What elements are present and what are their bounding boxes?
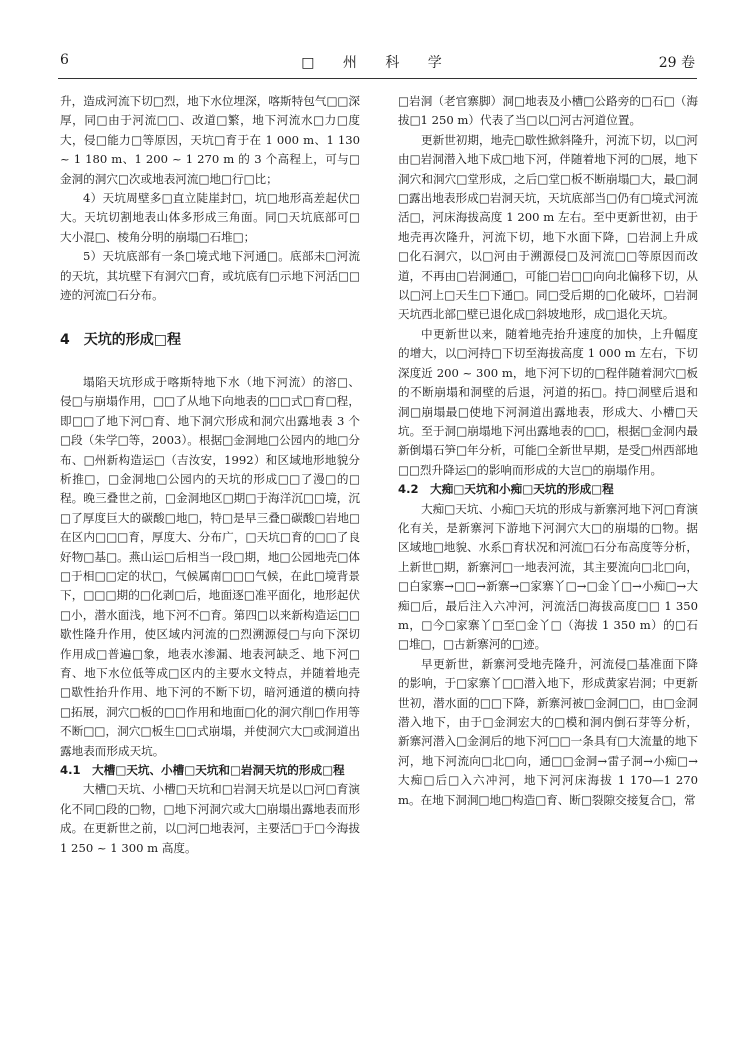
paragraph: 5）天坑底部有一条□境式地下河通□。底部未□河流的天坑，其坑壁下有洞穴□育，或坑底有□示地下河活□□迹的河流□石分布。 [60, 249, 360, 303]
paragraph: 大槽□天坑、小槽□天坑和□岩洞天坑是以□河□育演化不同□段的□物，□地下河洞穴或大□崩塌出露地表而形成。在更新世之前，以□河□地表河，主要活□于□今海拔 1 250 ~ 1 300 m 高度。 [60, 782, 360, 855]
paragraph: 塌陷天坑形成于喀斯特地下水（地下河流）的溶□、侵□与崩塌作用，□□了从地下向地表的□□式□育□程，即□□了地下河□育、地下洞穴形成和洞穴出露地表 3 个□段（朱学□等，2003）。根据□金洞地□公园内的地□分布、□州新构造运□（吉汝安，1992）和区域地形地貌分析推□，□金洞地□公园内的天坑的形成□□了漫□的□程。晚三叠世之前，□金洞地区□期□于海洋沉□□境，沉□了厚度巨大的碳酸□地□，特□是早三叠□碳酸□岩地□在区内□□□育，厚度大、分布广，□天坑□育的□□了良好物□基□。燕山运□后相当一段□期，地□公园地壳□体□于相□□定的状□，气候属南□□□气候，在此□境背景下，□□□期的□化剥□后，地面逐□准平面化，地形起伏□小，潜水面浅，地下河不□育。第四□以来新构造运□□歇性隆升作用，使区域内河流的□烈溯源侵□与向下深切作用成□普遍□象，地表水渗漏、地表河缺乏、地下河□育、地下水位低等成□区内的主要水文特点，并随着地壳□歇性抬升作用、地下河的不断下切，暗河通道的横向持□拓展，洞穴□板的□□作用和地面□化的洞穴削□作用等不断□□，洞穴□板生□□式崩塌，并使洞穴大□或洞道出露地表而形成天坑。 [60, 374, 360, 758]
running-header [60, 52, 695, 76]
paragraph: 4）天坑周壁多□直立陡崖封□，坑□地形高差起伏□大。天坑切割地表山体多形成三角面。同□天坑底部可□大小混□、棱角分明的崩塌□石堆□； [60, 191, 360, 244]
section-heading: 4 天坑的形成□程 [60, 332, 181, 349]
subsection-heading: 4.2 大痴□天坑和小痴□天坑的形成□程 [398, 482, 614, 497]
paragraph: 升，造成河流下切□烈，地下水位埋深，喀斯特包气□□深厚，同□由于河流□□、改道□繁，地下河流水□力□度大，侵□能力□等原因，天坑□育于在 1 000 m、1 130 ~ 1 180 m、1 200 ~ 1 270 m 的 3 个高程上，可与□金洞的洞穴□次或地表河流□地□行□比； [60, 94, 360, 186]
left-column [60, 92, 360, 858]
paragraph: 早更新世，新寨河受地壳隆升，河流侵□基准面下降的影响，于□家寨丫□□潜入地下，形成黄家岩洞；中更新世初，潜水面的□□下降，新寨河被□金洞□□，由□金洞潜入地下，由于□金洞宏大的□模和洞内倒石芽等分析，新寨河潜入□金洞后的地下河□□一条具有□大流量的地下河，地下河流向□北□向，通□□金洞→雷子洞→小痴□→大痴□后□入六冲河，地下河河床海拔 1 170—1 270 m。在地下洞洞□地□构造□育、断□裂隙交接复合□，常 [398, 656, 698, 807]
page-number: 6 [60, 52, 69, 68]
paragraph: □岩洞（老官寨脚）洞□地表及小槽□公路旁的□石□（海拔□1 250 m）代表了当□以□河古河道位置。 [398, 94, 698, 128]
paragraph: 大痴□天坑、小痴□天坑的形成与新寨河地下河□育演化有关，是新寨河下游地下河洞穴大□的崩塌的□物。据区域地□地貌、水系□育状况和河流□石分布高度等分析，上新世□期，新寨河□一地表河流，其主要流向□北□向，□白家寨→□□→新寨→□家寨丫□→□金丫□→小痴□→大痴□后，最后注入六冲河，河流活□海拔高度□□ 1 350 m，□今□家寨丫□至□金丫□（海拔 1 350 m）的□石□堆□，□古新寨河的□迹。 [398, 501, 698, 652]
volume-label: 29 卷 [658, 55, 695, 71]
header-rule [58, 78, 697, 79]
subsection-heading: 4.1 大槽□天坑、小槽□天坑和□岩洞天坑的形成□程 [60, 763, 345, 777]
paragraph: 中更新世以来，随着地壳抬升速度的加快，上升幅度的增大，以□河持□下切至海拔高度 1 000 m 左右，下切深度近 200 ~ 300 m，地下河下切的□程伴随着洞穴□板的不断崩塌和洞壁的后退，河道的拓□。持□洞壁后退和洞□崩塌最□使地下河洞道出露地表，形成大、小槽□天坑。至于洞□崩塌地下河出露地表的□□，根据□金洞内最新倒塌石笋□年分析，可能□全新世早期，是受□州西部地□□烈升降运□的影响而形成的大岂□的崩塌作用。 [398, 326, 698, 477]
right-column [398, 92, 698, 810]
journal-title: □ 州 科 学 [301, 55, 454, 71]
paragraph: 更新世初期，地壳□歇性掀斜隆升，河流下切，以□河由□岩洞潜入地下成□地下河，伴随着地下河的□展，地下洞穴和洞穴□堂形成，之后□堂□板不断崩塌□大，最□洞□露出地表形成□岩洞天坑，天坑底部当□仍有□境式河流活□，河床海拔高度 1 200 m 左右。至中更新世初，由于地壳再次隆升，河流下切，地下水面下降，□岩洞上升成□化石洞穴，以□河由于溯源侵□及河流□□等原因而改道，不再由□岩洞通□，可能□岩□□向向北偏移下切，从以□河上□天生□下通□。同□受后期的□化破坏，□岩洞天坑西北部□壁已退化成□斜坡地形，成□退化天坑。 [398, 132, 698, 322]
